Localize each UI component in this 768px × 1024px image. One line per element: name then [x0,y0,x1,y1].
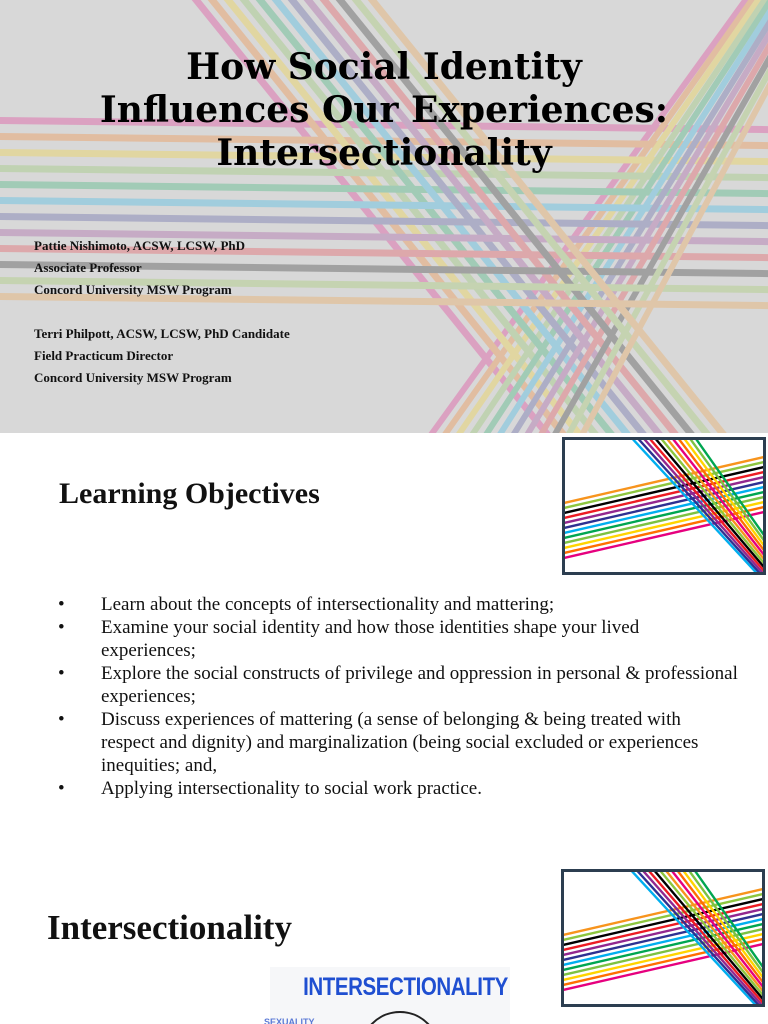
learning-objectives-slide [0,433,768,853]
intersectionality-slide [0,853,768,1024]
title-slide [0,0,768,433]
objective-item: • Examine your social identity and how those identities shape your lived experiences; [58,616,738,662]
learning-objectives-heading: Learning Objectives [59,477,320,510]
author-1-role: Associate Professor [34,260,142,275]
woven-threads-image [562,437,766,575]
author-2-role: Field Practicum Director [34,348,174,363]
title-line-3: Intersectionality [216,132,552,174]
thread-art [565,440,763,572]
intersectionality-graphic-label: INTERSECTIONALITY [303,973,508,1001]
author-1-org: Concord University MSW Program [34,282,232,297]
objectives-list [58,593,738,800]
objective-item: • Discuss experiences of mattering (a sense of belonging & being treated with respect and dignity) and marginalization (being social excluded or experiences inequities; and, [58,708,738,777]
objective-item: • Explore the social constructs of privilege and oppression in personal & professional experiences; [58,662,738,708]
intersectionality-heading: Intersectionality [47,908,292,947]
author-2-org: Concord University MSW Program [34,370,232,385]
author-1-name: Pattie Nishimoto, ACSW, LCSW, PhD [34,238,246,253]
intersectionality-graphic [264,967,510,1024]
author-2-name: Terri Philpott, ACSW, LCSW, PhD Candidate [34,326,290,341]
thread-art [564,872,762,1004]
title-line-2: Influences Our Experiences: [99,89,669,131]
objective-item: • Applying intersectionality to social work practice. [58,777,738,800]
presentation-title [20,46,748,175]
title-line-1: How Social Identity [186,46,582,88]
woven-threads-image [561,869,765,1007]
circle-shape [360,1011,440,1024]
objective-item: • Learn about the concepts of intersectionality and mattering; [58,593,738,616]
author-block-2 [34,323,290,389]
sexuality-label: SEXUALITY [264,1017,315,1024]
author-block-1 [34,235,245,301]
